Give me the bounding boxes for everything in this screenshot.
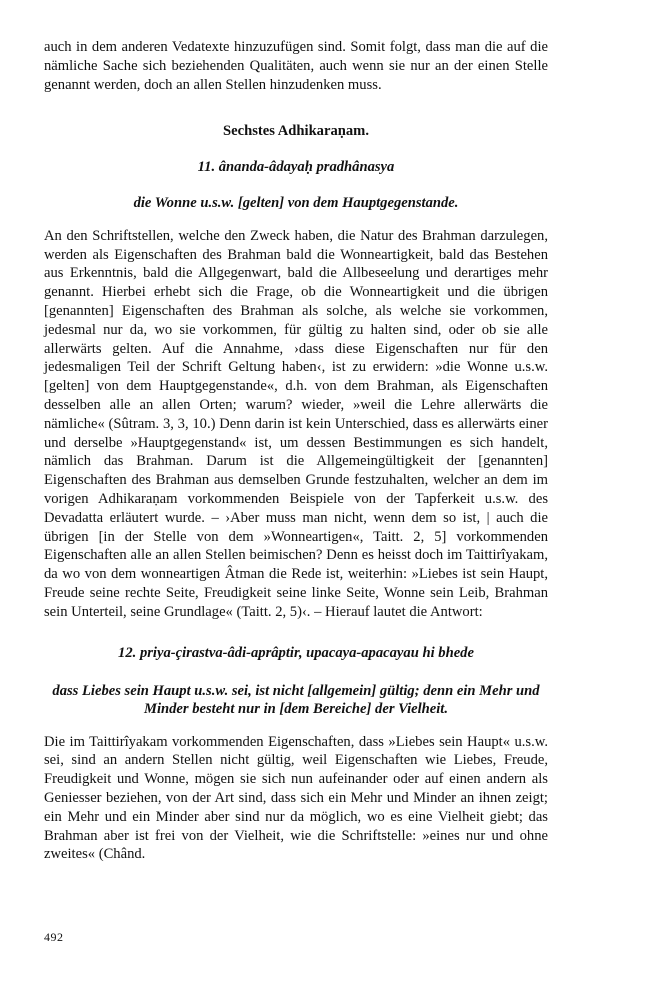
sutra-12-translation: dass Liebes sein Haupt u.s.w. sei, ist nicht [allgemein] gültig; denn ein Mehr und Minder besteht nur in [dem Bereiche] der Vielheit. <box>52 682 540 718</box>
page-number: 492 <box>44 930 64 944</box>
commentary-paragraph-12: Die im Taittirîyakam vorkommenden Eigenschaften, dass »Liebes sein Haupt« u.s.w. sei, sind an andern Stellen nicht gültig, weil Eigenschaften wie Liebes, Freude, Freudigkeit und Wonne, mögen sie sich nun aufeinander oder auf einen andern als Geniesser beziehen, von der Art sind, dass sich ein Mehr und Minder an ihnen zeigt; ein Mehr und ein Minder aber sind nur da möglich, wo es eine Vielheit giebt; das Brahman aber ist frei von der Vielheit, wie die Schriftstelle: »eines nur und ohne zweites« (Chând. <box>44 733 548 863</box>
paragraph-continuation: auch in dem anderen Vedatexte hinzuzufügen sind. Somit folgt, dass man die auf die nämliche Sache sich beziehenden Qualitäten, auch wenn sie nur an der einen Stelle genannt werden, doch an allen Stellen hinzudenken muss. <box>44 39 548 93</box>
sutra-11-heading: 11. ânanda-âdayaḥ pradhânasya <box>197 159 395 176</box>
section-title: Sechstes Adhikaraṇam. <box>223 123 369 140</box>
sutra-11-translation: die Wonne u.s.w. [gelten] von dem Hauptgegenstande. <box>133 195 459 212</box>
page-content <box>44 38 548 864</box>
sutra-12-heading: 12. priya-çirastva-âdi-aprâptir, upacaya-apacayau hi bhede <box>118 644 474 661</box>
commentary-paragraph-11: An den Schriftstellen, welche den Zweck haben, die Natur des Brahman darzulegen, werden als Eigenschaften des Brahman bald die Wonneartigkeit, bald das Bestehen aus Erkenntnis, bald die Allgegenwart, bald die Allbeseelung und derartiges mehr genannt. Hierbei erhebt sich die Frage, ob die Wonneartigkeit und die übrigen [genannten] Eigenschaften des Brahman als solche, als welche sie vorkommen, jedesmal nur da, wo sie vorkommen, für gültig zu halten sind, oder ob sie alle allerwärts gelten. Auf die Annahme, ›dass diese Eigenschaften nur für den jedesmaligen Teil der Schrift Geltung haben‹, ist zu erwidern: »die Wonne u.s.w. [gelten] von dem Hauptgegenstande«, d.h. von dem Brahman, als Eigenschaften desselben alle an allen Orten; warum? wieder, »weil die Lehre allerwärts die nämliche« (Sûtram. 3, 3, 10.) Denn darin ist kein Unterschied, dass es allerwärts einer und derselbe »Hauptgegenstand« ist, um dessen Bestimmungen es sich handelt, nämlich das Brahman. Darum ist die Allgemeingültigkeit der [genannten] Eigenschaften des Brahman aus demselben Grunde festzuhalten, welcher an dem im vorigen Adhikaraṇam vorkommenden Beispiele von der Tapferkeit u.s.w. des Devadatta erläutert wurde. – ›Aber muss man nicht, wenn dem so ist, | auch die übrigen [in der Stelle von dem »Wonneartigen«, Taitt. 2, 5] vorkommenden Eigenschaften alle an allen Stellen beimischen? Denn es heisst doch im Taittirîyakam, da wo von dem wonneartigen Âtman die Rede ist, weiterhin: »Liebes ist sein Haupt, Freude seine rechte Seite, Freudigkeit seine linke Seite, Wonne sein Leib, Brahman sein Unterteil, seine Grundlage« (Taitt. 2, 5)‹. – Hierauf lautet die Antwort: <box>44 227 548 620</box>
